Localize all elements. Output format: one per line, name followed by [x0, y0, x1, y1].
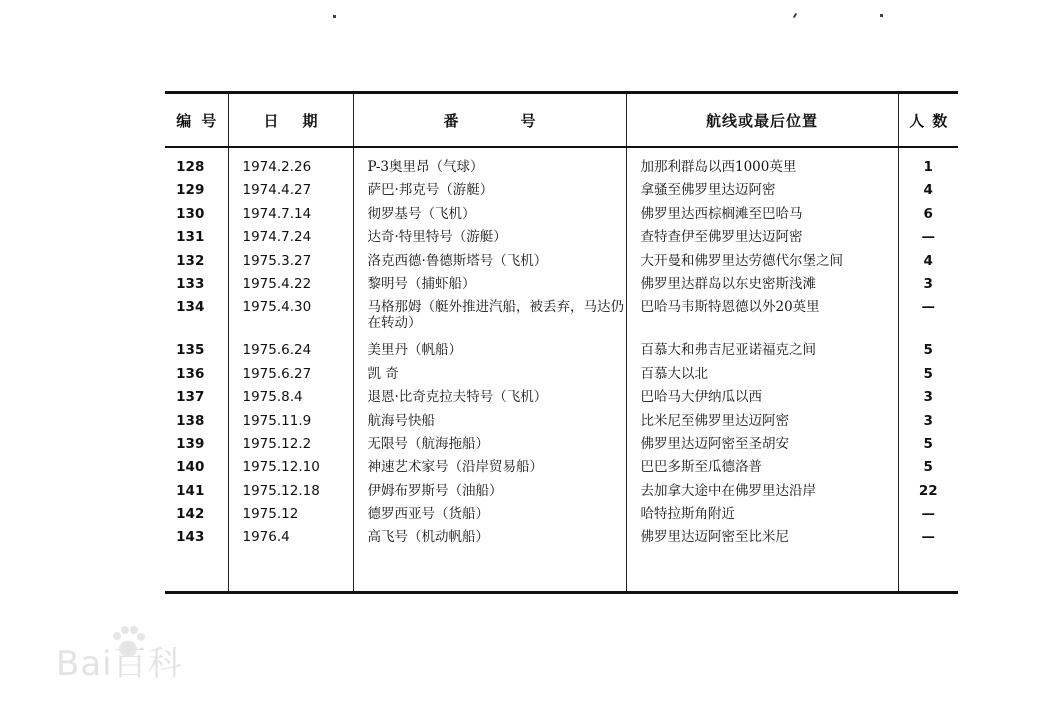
empty-cell — [165, 553, 228, 593]
cell-date: 1975.6.27 — [228, 366, 353, 389]
cell-people: 22 — [898, 483, 958, 506]
cell-number: 143 — [176, 529, 205, 546]
cell-people: 4 — [898, 253, 958, 276]
empty-cell — [626, 553, 898, 593]
cell-people: — — [898, 506, 958, 529]
cell-designation: 马格那姆（艇外推进汽船，被丢弃，马达仍在转动） — [353, 299, 626, 342]
cell-number: 138 — [176, 412, 205, 429]
cell-number: 130 — [176, 205, 205, 222]
table-row — [165, 182, 958, 205]
table-row — [165, 529, 958, 552]
cell-number: 129 — [176, 182, 205, 199]
cell-date: 1975.4.22 — [228, 276, 353, 299]
cell-number: 140 — [176, 459, 205, 476]
table-row — [165, 147, 958, 182]
cell-date: 1975.11.9 — [228, 413, 353, 436]
header-number: 编号 — [165, 93, 228, 148]
cell-number: 128 — [176, 159, 205, 175]
header-designation: 番号 — [353, 93, 626, 148]
watermark-text: Bai百科 — [56, 644, 183, 684]
cell-people: 5 — [898, 436, 958, 459]
header-people: 人数 — [898, 93, 958, 148]
cell-date: 1975.8.4 — [228, 389, 353, 412]
cell-route: 百慕大和弗吉尼亚诺福克之间 — [626, 342, 898, 365]
cell-designation: 美里丹（帆船） — [353, 342, 626, 365]
cell-people: 5 — [898, 342, 958, 365]
cell-designation: 航海号快船 — [353, 413, 626, 436]
table-row — [165, 206, 958, 229]
cell-date: 1974.7.24 — [228, 229, 353, 252]
cell-route: 佛罗里达迈阿密至圣胡安 — [626, 436, 898, 459]
header-date: 日期 — [228, 93, 353, 148]
cell-designation: 神速艺术家号（沿岸贸易船） — [353, 459, 626, 482]
cell-date: 1975.6.24 — [228, 342, 353, 365]
cell-route: 巴哈马大伊纳瓜以西 — [626, 389, 898, 412]
cell-designation: 德罗西亚号（货船） — [353, 506, 626, 529]
cell-designation: 高飞号（机动帆船） — [353, 529, 626, 552]
cell-route: 大开曼和佛罗里达劳德代尔堡之间 — [626, 253, 898, 276]
table-row — [165, 389, 958, 412]
cell-route: 佛罗里达西棕榈滩至巴哈马 — [626, 206, 898, 229]
cell-people: 4 — [898, 182, 958, 205]
cell-route: 拿骚至佛罗里达迈阿密 — [626, 182, 898, 205]
cell-route: 百慕大以北 — [626, 366, 898, 389]
cell-designation: 黎明号（捕虾船） — [353, 276, 626, 299]
cell-date: 1975.12.18 — [228, 483, 353, 506]
table-body — [165, 147, 958, 592]
cell-designation: 无限号（航海拖船） — [353, 436, 626, 459]
cell-designation: 伊姆布罗斯号（油船） — [353, 483, 626, 506]
cell-date: 1975.4.30 — [228, 299, 353, 342]
cell-date: 1975.3.27 — [228, 253, 353, 276]
cell-date: 1974.4.27 — [228, 182, 353, 205]
cell-people: 1 — [898, 147, 958, 182]
cell-route: 巴巴多斯至瓜德洛普 — [626, 459, 898, 482]
cell-people: 6 — [898, 206, 958, 229]
empty-cell — [228, 553, 353, 593]
cell-people: — — [898, 229, 958, 252]
cell-number: 133 — [176, 275, 205, 292]
cell-date: 1974.2.26 — [228, 147, 353, 182]
cell-designation: 退恩·比奇克拉夫特号（飞机） — [353, 389, 626, 412]
cell-route: 佛罗里达群岛以东史密斯浅滩 — [626, 276, 898, 299]
cell-number: 142 — [176, 506, 205, 523]
cell-designation: 凯 奇 — [353, 366, 626, 389]
cell-number: 132 — [176, 252, 205, 269]
cell-people: 5 — [898, 366, 958, 389]
cell-number: 131 — [176, 229, 205, 246]
table-row — [165, 366, 958, 389]
empty-cell — [353, 553, 626, 593]
cell-route: 佛罗里达迈阿密至比米尼 — [626, 529, 898, 552]
cell-number: 134 — [176, 299, 205, 316]
table-row — [165, 506, 958, 529]
cell-route: 去加拿大途中在佛罗里达沿岸 — [626, 483, 898, 506]
table-spacer-row — [165, 553, 958, 593]
cell-people: — — [898, 529, 958, 552]
cell-date: 1975.12.2 — [228, 436, 353, 459]
cell-number: 137 — [176, 389, 205, 406]
cell-people: 5 — [898, 459, 958, 482]
cell-route: 比米尼至佛罗里达迈阿密 — [626, 413, 898, 436]
cell-designation: P-3奥里昂（气球） — [353, 147, 626, 182]
cell-people: 3 — [898, 413, 958, 436]
table-row — [165, 276, 958, 299]
table-row — [165, 299, 958, 342]
table-row — [165, 436, 958, 459]
header-route: 航线或最后位置 — [626, 93, 898, 148]
table-row — [165, 229, 958, 252]
table-row — [165, 342, 958, 365]
table-row — [165, 483, 958, 506]
cell-route: 查特查伊至佛罗里达迈阿密 — [626, 229, 898, 252]
table-row — [165, 413, 958, 436]
cell-date: 1975.12.10 — [228, 459, 353, 482]
cell-route: 哈特拉斯角附近 — [626, 506, 898, 529]
cell-designation: 萨巴·邦克号（游艇） — [353, 182, 626, 205]
cell-people: — — [898, 299, 958, 342]
cell-number: 139 — [176, 435, 205, 452]
cell-number: 135 — [176, 342, 205, 359]
table-row — [165, 253, 958, 276]
cell-number: 141 — [176, 482, 205, 499]
table-row — [165, 459, 958, 482]
cell-number: 136 — [176, 365, 205, 382]
empty-cell — [898, 553, 958, 593]
cell-people: 3 — [898, 276, 958, 299]
cell-route: 加那利群岛以西1000英里 — [626, 147, 898, 182]
cell-designation: 洛克西德·鲁德斯塔号（飞机） — [353, 253, 626, 276]
cell-route: 巴哈马韦斯特恩德以外20英里 — [626, 299, 898, 342]
table-header-row — [165, 93, 958, 148]
disappearance-table — [165, 91, 958, 594]
cell-designation: 达奇·特里特号（游艇） — [353, 229, 626, 252]
cell-people: 3 — [898, 389, 958, 412]
cell-date: 1974.7.14 — [228, 206, 353, 229]
cell-designation: 彻罗基号（飞机） — [353, 206, 626, 229]
cell-date: 1976.4 — [228, 529, 353, 552]
cell-date: 1975.12 — [228, 506, 353, 529]
